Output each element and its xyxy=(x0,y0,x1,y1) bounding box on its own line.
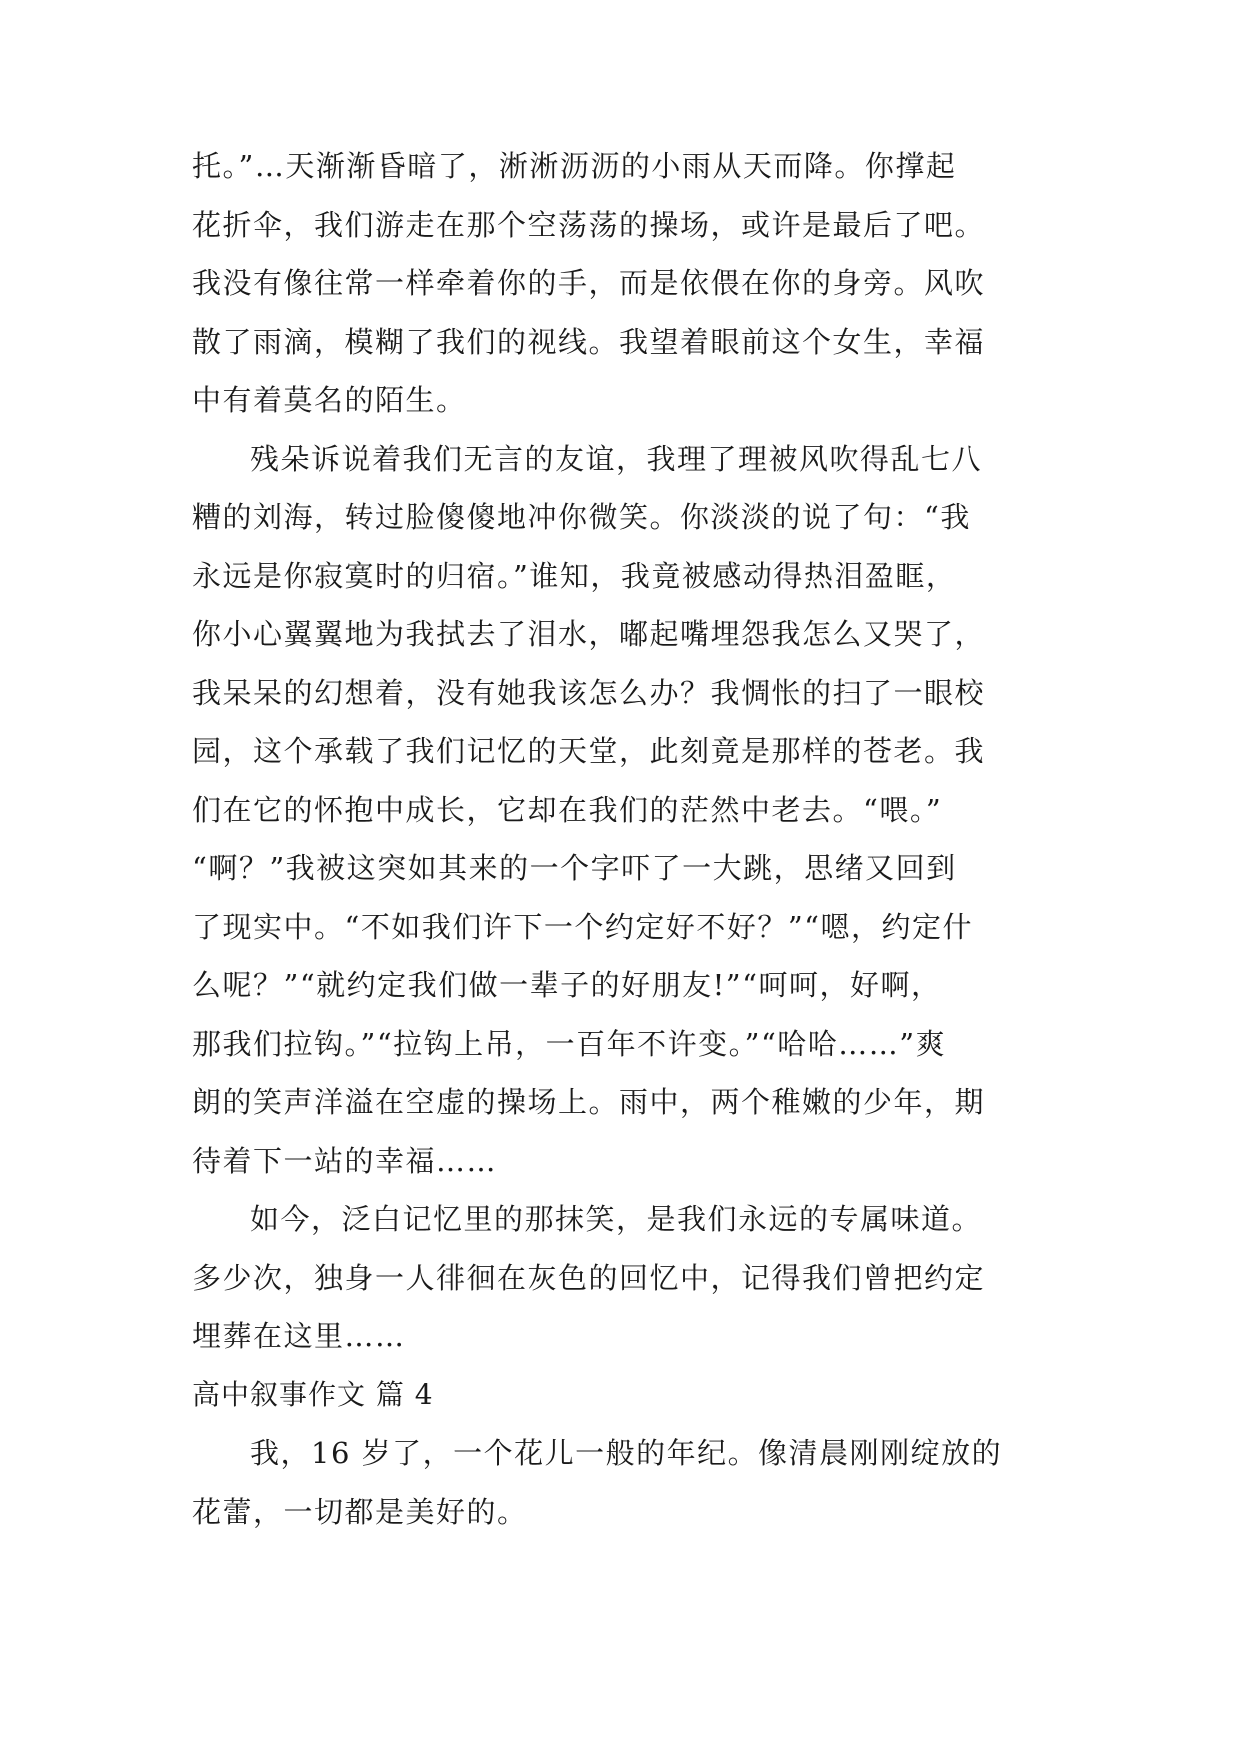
text-line: 埋葬在这里…… xyxy=(192,1319,406,1353)
paragraph-2 xyxy=(192,430,1052,1191)
paragraph-4 xyxy=(192,1424,1052,1541)
paragraph-3 xyxy=(192,1190,1052,1366)
text-line: 么呢？”“就约定我们做一辈子的好朋友!”“呵呵，好啊， xyxy=(192,968,942,1002)
text-line: 我呆呆的幻想着，没有她我该怎么办？我惆怅的扫了一眼校 xyxy=(192,675,986,710)
section-heading: 高中叙事作文 篇 4 xyxy=(192,1377,434,1411)
text-line: 永远是你寂寞时的归宿。”谁知，我竟被感动得热泪盈眶， xyxy=(192,558,957,593)
text-line: 托。”…天渐渐昏暗了，淅淅沥沥的小雨从天而降。你撑起 xyxy=(192,149,957,183)
document-body xyxy=(192,137,1052,1541)
text-line: 朗的笑声洋溢在空虚的操场上。雨中，两个稚嫩的少年，期 xyxy=(192,1085,986,1119)
text-line: 多少次，独身一人徘徊在灰色的回忆中，记得我们曾把约定 xyxy=(192,1260,986,1295)
paragraph-1 xyxy=(192,137,1052,430)
text-line: 残朵诉说着我们无言的友谊，我理了理被风吹得乱七八 xyxy=(250,441,983,476)
text-line: 那我们拉钩。”“拉钩上吊，一百年不许变。”“哈哈……”爽 xyxy=(192,1026,947,1061)
text-line: 你小心翼翼地为我拭去了泪水，嘟起嘴埋怨我怎么又哭了， xyxy=(192,617,986,651)
text-line: 花折伞，我们游走在那个空荡荡的操场，或许是最后了吧。 xyxy=(192,207,986,242)
text-line: “啊？”我被这突如其来的一个字吓了一大跳，思绪又回到 xyxy=(192,851,957,885)
text-line: 我没有像往常一样牵着你的手，而是依偎在你的身旁。风吹 xyxy=(192,266,986,300)
text-line: 们在它的怀抱中成长，它却在我们的茫然中老去。“喂。” xyxy=(192,792,943,827)
text-line: 散了雨滴，模糊了我们的视线。我望着眼前这个女生，幸福 xyxy=(192,324,986,359)
text-line: 糟的刘海，转过脸傻傻地冲你微笑。你淡淡的说了句：“我 xyxy=(192,500,971,534)
text-line: 了现实中。“不如我们许下一个约定好不好？”“嗯，约定什 xyxy=(192,909,973,944)
text-line: 待着下一站的幸福…… xyxy=(192,1143,498,1178)
text-line: 中有着莫名的陌生。 xyxy=(192,383,467,417)
text-line: 我，16 岁了，一个花儿一般的年纪。像清晨刚刚绽放的 xyxy=(250,1436,1003,1470)
text-line: 园，这个承载了我们记忆的天堂，此刻竟是那样的苍老。我 xyxy=(192,734,986,768)
text-line: 如今，泛白记忆里的那抹笑，是我们永远的专属味道。 xyxy=(250,1202,983,1236)
text-line: 花蕾，一切都是美好的。 xyxy=(192,1494,528,1529)
